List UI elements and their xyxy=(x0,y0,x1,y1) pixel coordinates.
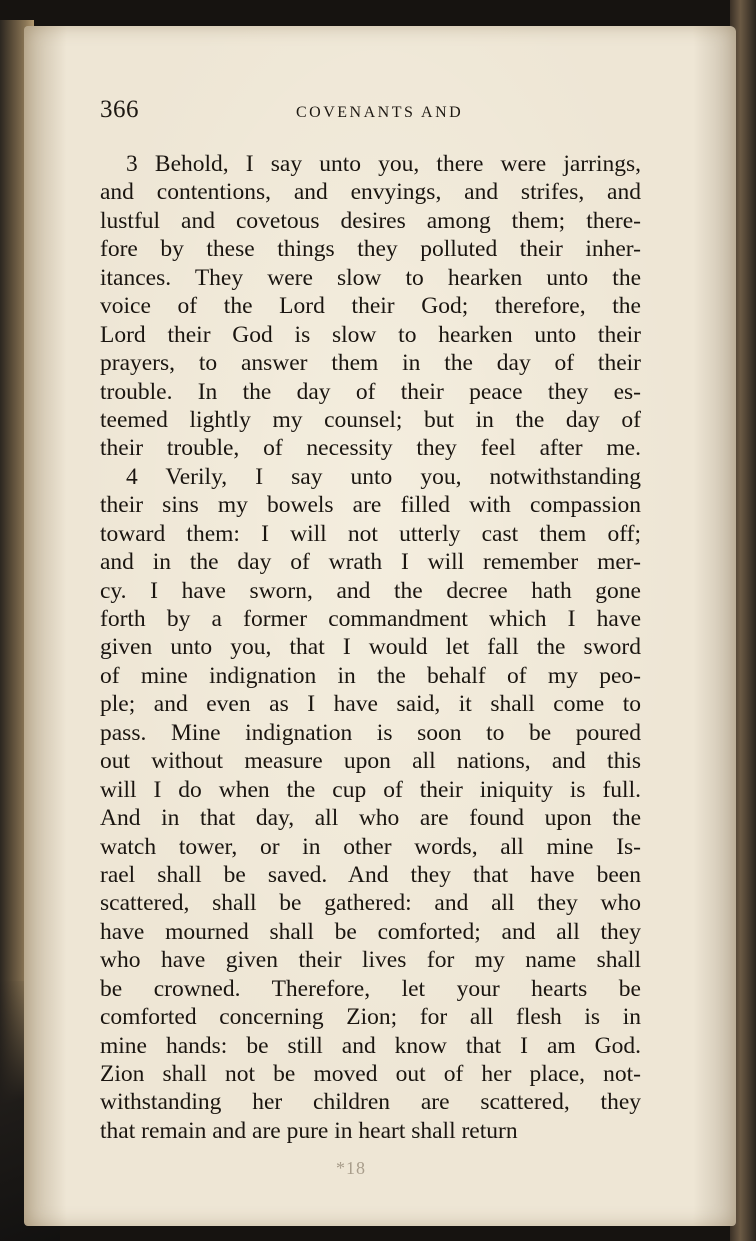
text-line: And in that day, all who are found upon the xyxy=(100,805,641,832)
text-line: ple; and even as I have said, it shall come to xyxy=(100,691,641,718)
running-head: COVENANTS AND xyxy=(296,104,464,121)
text-line: teemed lightly my counsel; but in the day of xyxy=(100,406,641,433)
text-line: itances. They were slow to hearken unto the xyxy=(100,264,641,291)
text-line: Lord their God is slow to hearken unto their xyxy=(100,321,641,348)
text-line: of mine indignation in the behalf of my peo- xyxy=(100,662,641,689)
text-line: 3 Behold, I say unto you, there were jarrings, xyxy=(126,151,641,177)
text-line: cy. I have sworn, and the decree hath gone xyxy=(100,577,641,604)
signature-mark: *18 xyxy=(336,1158,366,1178)
text-line: mine hands: be still and know that I am God. xyxy=(100,1032,641,1059)
text-line: Zion shall not be moved out of her place, not- xyxy=(100,1061,641,1087)
page-number: 366 xyxy=(100,96,139,123)
text-line: out without measure upon all nations, and this xyxy=(100,748,641,775)
text-line: be crowned. Therefore, let your hearts be xyxy=(100,975,641,1002)
text-line: have mourned shall be comforted; and all they xyxy=(100,918,641,945)
page-body-text xyxy=(100,150,641,1145)
text-line: that remain and are pure in heart shall return xyxy=(100,1117,518,1144)
text-line: will I do when the cup of their iniquity is full. xyxy=(100,776,641,803)
text-line: withstanding her children are scattered, they xyxy=(100,1089,641,1116)
text-line: trouble. In the day of their peace they es- xyxy=(100,378,641,405)
text-line: toward them: I will not utterly cast them off; xyxy=(100,520,641,547)
text-line: and contentions, and envyings, and strifes, and xyxy=(100,179,641,206)
text-line: comforted concerning Zion; for all flesh is in xyxy=(100,1004,641,1031)
text-line: their trouble, of necessity they feel after me. xyxy=(100,435,641,462)
text-line: and in the day of wrath I will remember mer- xyxy=(100,549,641,576)
text-line: forth by a former commandment which I have xyxy=(100,606,641,632)
text-line: rael shall be saved. And they that have been xyxy=(100,861,641,888)
text-line: voice of the Lord their God; therefore, the xyxy=(100,293,641,320)
text-line: 4 Verily, I say unto you, notwithstanding xyxy=(126,463,641,490)
page-header xyxy=(100,96,640,136)
text-line: lustful and covetous desires among them; there- xyxy=(100,207,641,234)
text-line: fore by these things they polluted their inher- xyxy=(100,236,641,263)
text-line: scattered, shall be gathered: and all they who xyxy=(100,890,641,917)
text-line: pass. Mine indignation is soon to be poured xyxy=(100,719,641,746)
text-line: watch tower, or in other words, all mine Is- xyxy=(100,833,641,860)
text-line: who have given their lives for my name shall xyxy=(100,947,641,974)
text-line: prayers, to answer them in the day of their xyxy=(100,350,641,377)
text-line: their sins my bowels are filled with compassion xyxy=(100,492,641,519)
text-line: given unto you, that I would let fall the sword xyxy=(100,634,641,661)
